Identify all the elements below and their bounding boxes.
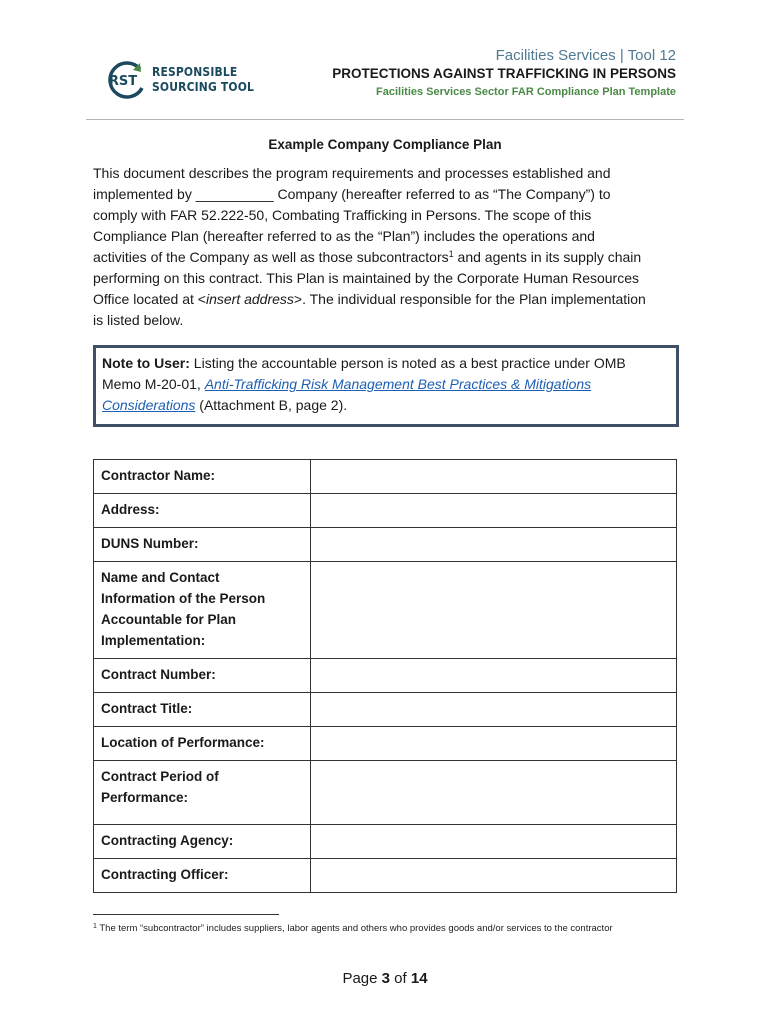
document-title: Example Company Compliance Plan [268, 137, 502, 152]
field-label [94, 761, 311, 825]
intro-paragraph [93, 163, 683, 331]
page-current: 3 [381, 970, 390, 987]
footnote [93, 923, 613, 934]
note-label: Note to User: [102, 355, 190, 371]
page-prefix: Page [342, 970, 382, 987]
paragraph-line: implemented by __________ Company (hereafter referred to as “The Company”) to [93, 186, 611, 202]
field-label-line: Accountable for Plan [101, 612, 237, 627]
paragraph-line [93, 289, 683, 310]
placeholder-text: insert address [205, 291, 294, 307]
table-row [94, 727, 677, 761]
table-row [94, 825, 677, 859]
footnote-number: 1 [93, 923, 97, 930]
field-label: Contract Number: [94, 659, 311, 693]
note-line [102, 374, 676, 395]
paragraph-line: This document describes the program requirements and processes established and [93, 165, 611, 181]
footnote-text: The term “subcontractor” includes suppliers, labor agents and others who provides goods and/or services to the contractor [96, 923, 613, 934]
table-row [94, 693, 677, 727]
contract-info-table [93, 459, 677, 893]
table-row [94, 460, 677, 494]
paragraph-text: and agents in its supply chain [453, 249, 642, 265]
field-label-line: Performance: [101, 790, 189, 805]
field-value[interactable] [310, 761, 676, 825]
field-value[interactable] [310, 825, 676, 859]
header-subtitle: Facilities Services Sector FAR Compliance Plan Template [376, 86, 676, 98]
header-title: PROTECTIONS AGAINST TRAFFICKING IN PERSONS [332, 66, 676, 81]
rst-logo-icon [104, 60, 148, 100]
page-middle: of [390, 970, 411, 987]
field-label-line: Contract Period of [101, 769, 219, 784]
best-practices-link-cont[interactable]: Considerations [102, 397, 196, 413]
field-value[interactable] [310, 460, 676, 494]
field-label: Contractor Name: [94, 460, 311, 494]
logo-mark-text: RST [108, 74, 138, 89]
field-value[interactable] [310, 693, 676, 727]
paragraph-text: Office located at < [93, 291, 206, 307]
field-label: Contracting Officer: [94, 859, 311, 893]
footnote-divider [93, 914, 279, 915]
field-label: Contracting Agency: [94, 825, 311, 859]
header-divider [86, 119, 684, 120]
paragraph-line: Compliance Plan (hereafter referred to as the “Plan”) includes the operations and [93, 228, 595, 244]
field-label: DUNS Number: [94, 528, 311, 562]
note-line [102, 395, 676, 416]
paragraph-line [93, 247, 683, 268]
note-to-user-box [93, 345, 679, 427]
footnote-ref[interactable]: 1 [448, 249, 454, 259]
logo-wordmark [152, 64, 254, 94]
field-label-line: Name and Contact [101, 570, 220, 585]
table-row [94, 859, 677, 893]
note-text: Memo M-20-01, [102, 376, 205, 392]
field-label-line: Implementation: [101, 633, 206, 648]
field-value[interactable] [310, 727, 676, 761]
table-row [94, 528, 677, 562]
field-value[interactable] [310, 494, 676, 528]
paragraph-line: comply with FAR 52.222-50, Combating Trafficking in Persons. The scope of this [93, 207, 592, 223]
field-label: Address: [94, 494, 311, 528]
tool-label: Facilities Services | Tool 12 [495, 47, 676, 64]
logo-line-2: SOURCING TOOL [152, 79, 255, 94]
field-value[interactable] [310, 562, 676, 659]
table-row [94, 761, 677, 825]
logo-line-1: RESPONSIBLE [152, 64, 238, 79]
rst-logo [104, 60, 255, 100]
paragraph-line: is listed below. [93, 312, 184, 328]
field-label: Contract Title: [94, 693, 311, 727]
field-value[interactable] [310, 859, 676, 893]
page-total: 14 [410, 970, 428, 987]
field-label [94, 562, 311, 659]
field-label: Location of Performance: [94, 727, 311, 761]
best-practices-link[interactable]: Anti-Trafficking Risk Management Best Practices & Mitigations [204, 376, 592, 392]
field-value[interactable] [310, 659, 676, 693]
table-row [94, 659, 677, 693]
note-text: Listing the accountable person is noted as a best practice under OMB [189, 355, 626, 371]
page-header [0, 0, 770, 122]
table-row [94, 494, 677, 528]
paragraph-text: activities of the Company as well as those subcontractors [93, 249, 449, 265]
paragraph-line: performing on this contract. This Plan is maintained by the Corporate Human Resources [93, 270, 640, 286]
field-value[interactable] [310, 528, 676, 562]
paragraph-text: >. The individual responsible for the Plan implementation [293, 291, 646, 307]
note-text: (Attachment B, page 2). [195, 397, 348, 413]
page-number [0, 970, 770, 987]
field-label-line: Information of the Person [101, 591, 266, 606]
table-row [94, 562, 677, 659]
note-line [102, 353, 676, 374]
